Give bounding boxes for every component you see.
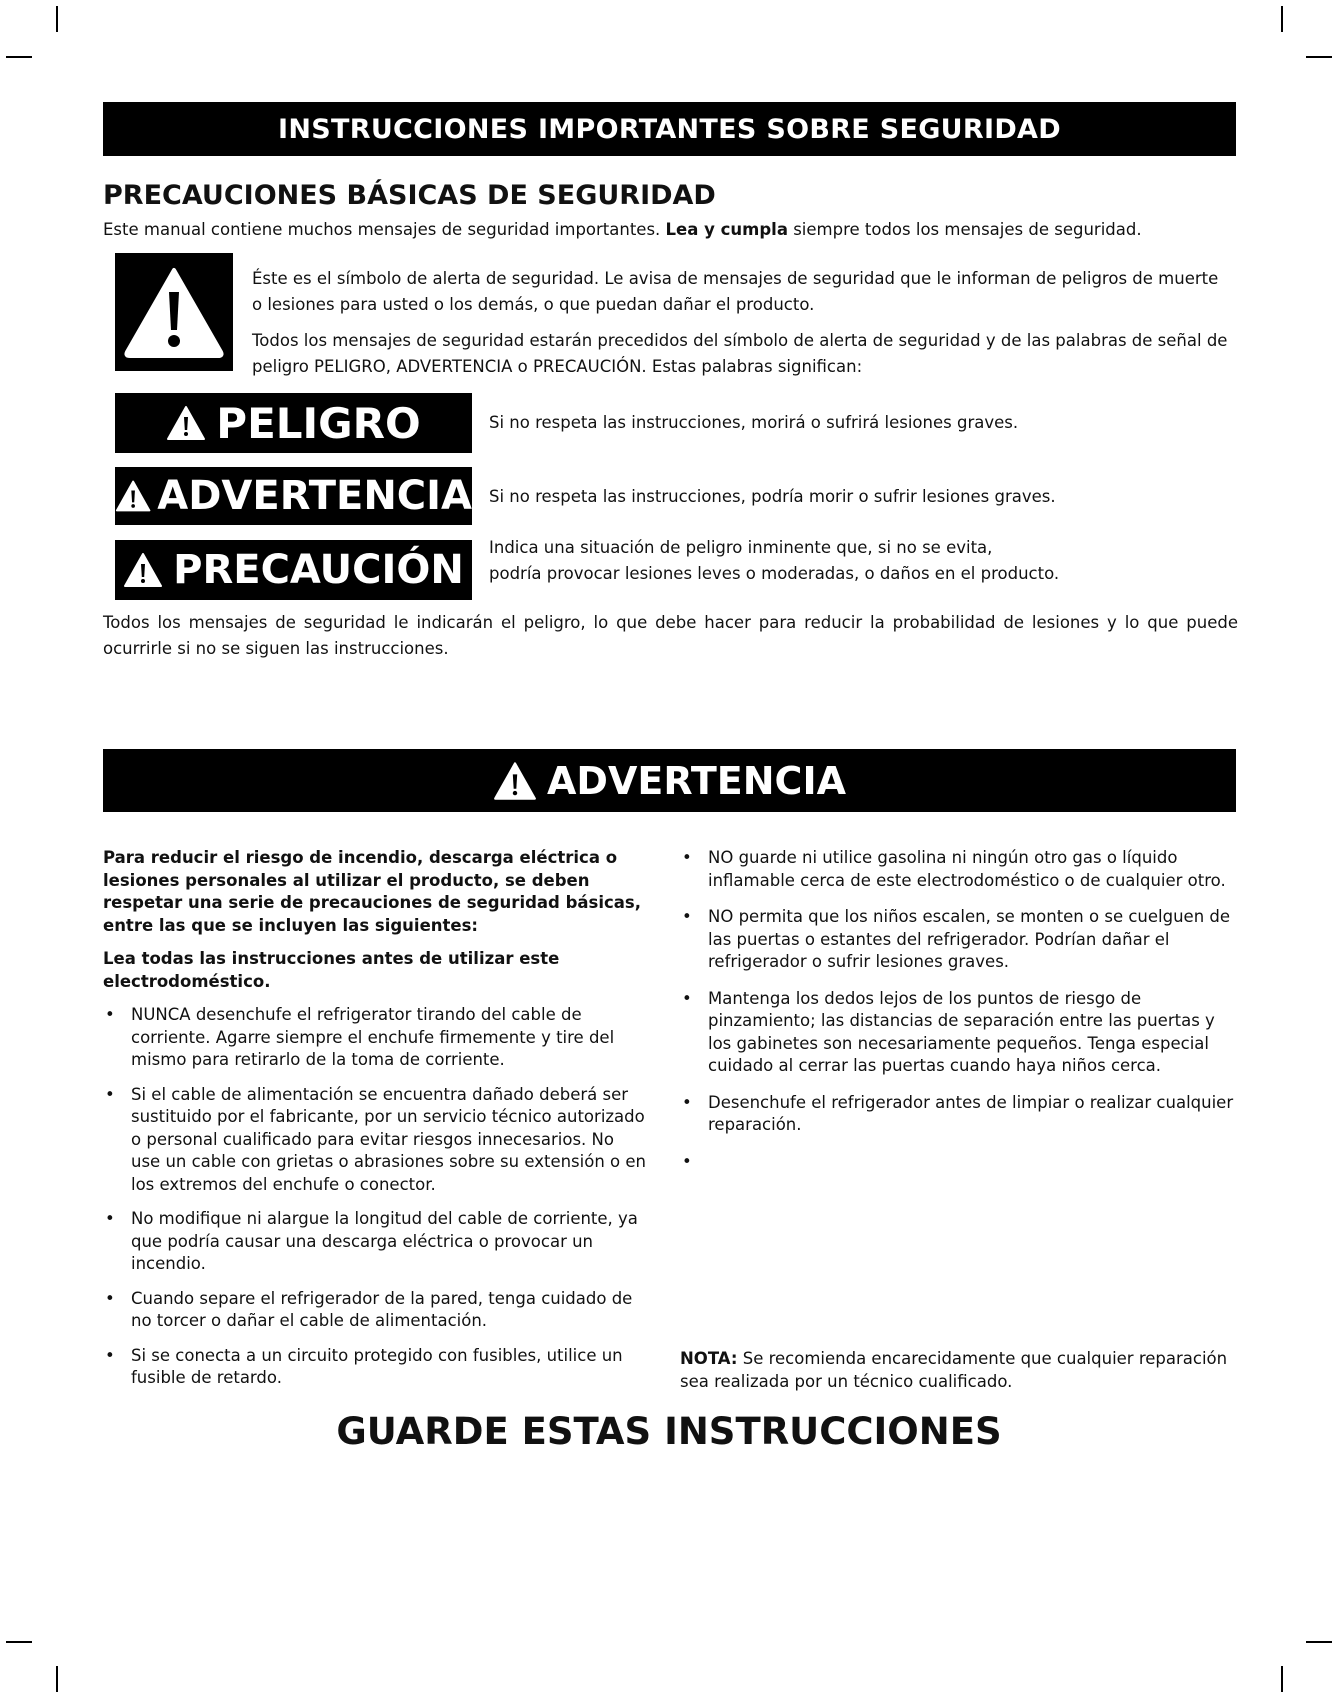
crop-mark [56,1666,58,1692]
bullet: • [682,848,692,867]
bullet: • [105,1209,115,1228]
signal-caution-label: PRECAUCIÓN [173,547,464,593]
warning-triangle-icon [493,761,537,801]
list-item [680,988,1235,1078]
footer-title: GUARDE ESTAS INSTRUCCIONES [336,1410,1002,1453]
list-item [103,1208,648,1276]
bullet: • [105,1288,115,1308]
section-title: PRECAUCIONES BÁSICAS DE SEGURIDAD [103,180,716,211]
note-text [680,1347,1235,1393]
crop-mark [1306,56,1332,58]
warning-banner-label: ADVERTENCIA [547,758,846,803]
list-item [680,906,1235,974]
list-item-text: Desenchufe el refrigerador antes de limpiar o realizar cualquier reparación. [708,1092,1234,1134]
list-item-text: Si se conecta a un circuito protegido con fusibles, utilice un fusible de retardo. [131,1345,623,1387]
list-item [103,1288,648,1333]
bullet: • [105,1005,115,1024]
list-item-text: Mantenga los dedos lejos de los puntos de riesgo de pinzamiento; las distancias de separación entre las puertas y los gabinetes son necesariamente pequeños. Tenga especial cuidado al cerrar las puertas cuando haya niños cerca. [708,988,1215,1075]
signal-warning [115,467,472,525]
warning-triangle-icon [123,552,163,588]
bullet: • [682,907,692,926]
crop-mark [56,6,58,32]
note-body: Se recomienda encarecidamente que cualquier reparación sea realizada por un técnico cualificado. [680,1349,1228,1391]
warning-left-column [103,847,648,1402]
intro-pre: Este manual contiene muchos mensajes de seguridad importantes. [103,220,666,239]
warning-lead-text: Para reducir el riesgo de incendio, descarga eléctrica o lesiones personales al utilizar el producto, se deben respetar una serie de precauciones de seguridad básicas, entre las que se incluyen las siguientes: [103,848,642,935]
list-item-text: Si el cable de alimentación se encuentra dañado deberá ser sustituido por el fabricante, por un servicio técnico autorizado o personal cualificado para evitar riesgos innecesarios. No use un cable con grietas o abrasiones sobre su extensión o en los extremos del enchufe o conector. [131,1084,646,1194]
signal-danger-description: Si no respeta las instrucciones, morirá o sufrirá lesiones graves. [489,413,1019,432]
read-instructions-text: Lea todas las instrucciones antes de utilizar este electrodoméstico. [103,949,560,991]
warning-right-column [680,847,1235,1171]
list-item [680,847,1235,892]
signal-danger [115,393,472,453]
list-item-text: NO permita que los niños escalen, se monten o se cuelguen de las puertas o estantes del refrigerador. Podrían dañar el refrigerador o sufrir lesiones graves. [708,907,1231,971]
alert-symbol-description: Éste es el símbolo de alerta de seguridad. Le avisa de mensajes de seguridad que le informan de peligros de muerte o lesiones para usted o los demás, o que puedan dañar el producto. [252,269,1219,314]
list-item-text: NO guarde ni utilice gasolina ni ningún otro gas o líquido inflamable cerca de este electrodoméstico o de cualquier otro. [708,848,1226,890]
list-item [103,1345,648,1390]
warning-triangle-icon [115,478,151,514]
list-item [103,1084,648,1197]
list-item [103,1004,648,1072]
banner-title: INSTRUCCIONES IMPORTANTES SOBRE SEGURIDAD [278,113,1061,145]
left-safety-list [103,1004,648,1390]
bullet: • [105,1084,115,1104]
crop-mark [1281,6,1283,32]
intro-emphasis: Lea y cumpla [665,220,788,239]
list-item [680,1092,1235,1137]
safety-alert-icon [115,253,233,371]
bullet: • [682,988,692,1008]
signal-caution-description [489,535,1249,587]
signal-warning-description: Si no respeta las instrucciones, podría morir o sufrir lesiones graves. [489,487,1056,506]
crop-mark [1306,1641,1332,1643]
list-item-text: NUNCA desenchufe el refrigerator tirando del cable de corriente. Agarre siempre el enchufe firmemente y tire del mismo para retirarlo de la toma de corriente. [131,1005,615,1069]
right-safety-list [680,847,1235,1171]
list-item-text: Cuando separe el refrigerador de la pared, tenga cuidado de no torcer o dañar el cable de alimentación. [131,1288,633,1330]
warning-banner [103,749,1236,812]
intro-text [103,220,1238,239]
crop-mark [1281,1666,1283,1692]
bullet: • [105,1345,115,1365]
outro-text: Todos los mensajes de seguridad le indicarán el peligro, lo que debe hacer para reducir la probabilidad de lesiones y lo que puede ocurrirle si no se siguen las instrucciones. [103,613,1238,658]
bullet: • [682,1151,692,1171]
crop-mark [6,1641,32,1643]
list-item-text: No modifique ni alargue la longitud del cable de corriente, ya que podría causar una descarga eléctrica o provocar un incendio. [131,1209,638,1273]
safety-instructions-banner [103,102,1236,156]
signal-caution-description-line-2: podría provocar lesiones leves o moderadas, o daños en el producto. [489,564,1060,583]
crop-mark [6,56,32,58]
warning-triangle-icon [166,405,206,441]
signal-danger-label: PELIGRO [216,398,421,448]
intro-post: siempre todos los mensajes de seguridad. [787,220,1142,239]
note-label: NOTA: [680,1349,738,1368]
bullet: • [682,1092,692,1112]
signal-caution [115,540,472,600]
signal-words-description: Todos los mensajes de seguridad estarán precedidos del símbolo de alerta de seguridad y de las palabras de señal de peligro PELIGRO, ADVERTENCIA o PRECAUCIÓN. Estas palabras significan: [252,331,1228,376]
signal-warning-label: ADVERTENCIA [157,473,472,519]
signal-caution-description-line-1: Indica una situación de peligro inminente que, si no se evita, [489,538,993,557]
